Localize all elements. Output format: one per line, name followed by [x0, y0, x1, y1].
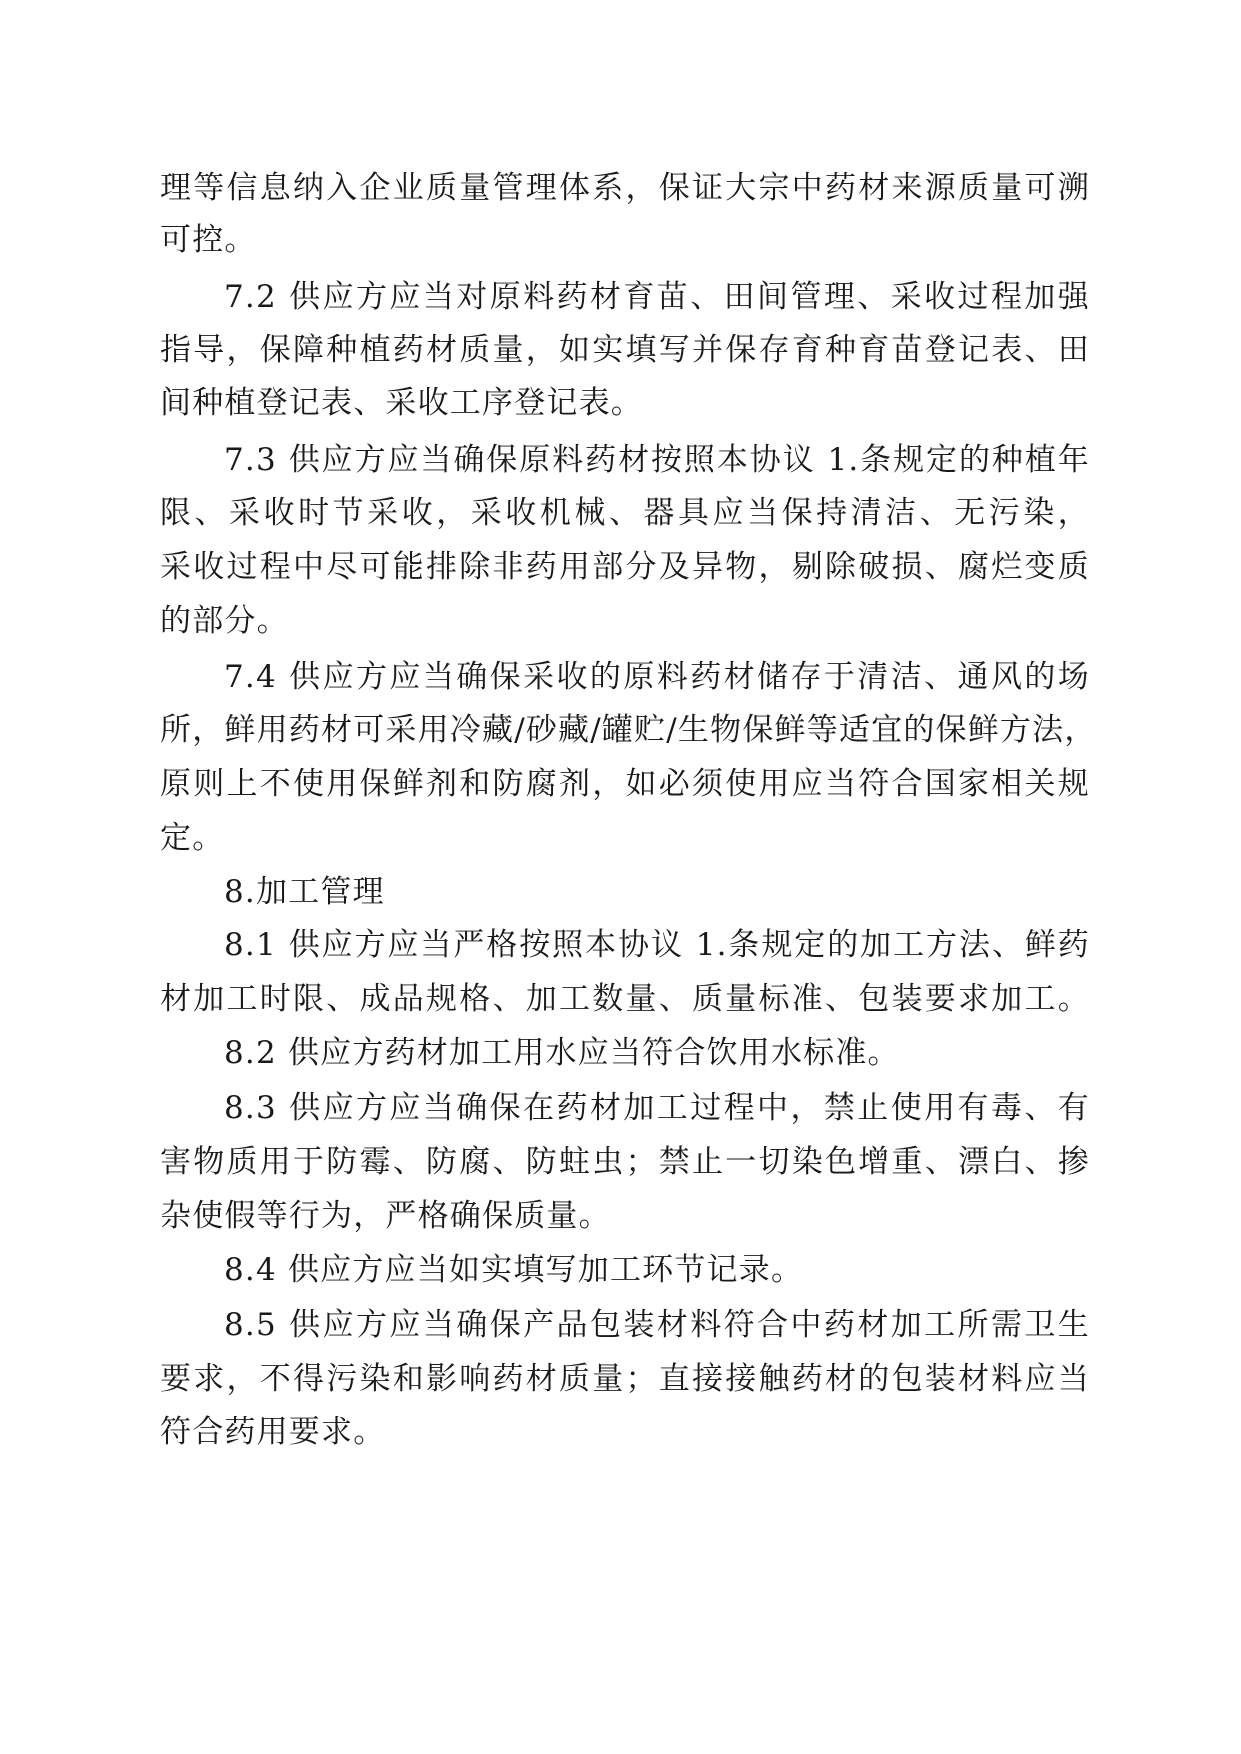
text-line: 指导，保障种植药材质量，如实填写并保存育种育苗登记表、田 [160, 332, 1090, 368]
text-line: 8.2 供应方药材加工用水应当符合饮用水标准。 [224, 1035, 900, 1071]
text-line: 间种植登记表、采收工序登记表。 [160, 385, 643, 421]
text-line: 7.3 供应方应当确保原料药材按照本协议 1.条规定的种植年 [224, 442, 1090, 478]
text-line: 7.4 供应方应当确保采收的原料药材储存于清洁、通风的场 [224, 659, 1090, 695]
text-line: 定。 [160, 820, 225, 856]
text-line: 的部分。 [160, 603, 289, 639]
text-line: 8.4 供应方应当如实填写加工环节记录。 [224, 1252, 804, 1288]
section-heading: 8.加工管理 [224, 874, 385, 910]
text-line: 可控。 [160, 222, 257, 258]
text-line: 8.1 供应方应当严格按照本协议 1.条规定的加工方法、鲜药 [224, 927, 1090, 963]
text-line: 8.5 供应方应当确保产品包装材料符合中药材加工所需卫生 [224, 1307, 1090, 1343]
text-line: 杂使假等行为，严格确保质量。 [160, 1198, 611, 1234]
text-line: 要求，不得污染和影响药材质量；直接接触药材的包装材料应当 [160, 1361, 1090, 1397]
text-line: 所，鲜用药材可采用冷藏/砂藏/罐贮/生物保鲜等适宜的保鲜方法， [160, 712, 1097, 748]
text-line: 原则上不使用保鲜剂和防腐剂，如必须使用应当符合国家相关规 [160, 766, 1090, 802]
text-line: 理等信息纳入企业质量管理体系，保证大宗中药材来源质量可溯 [160, 170, 1090, 206]
text-line: 材加工时限、成品规格、加工数量、质量标准、包装要求加工。 [160, 981, 1090, 1017]
text-line: 7.2 供应方应当对原料药材育苗、田间管理、采收过程加强 [224, 279, 1090, 315]
text-line: 符合药用要求。 [160, 1414, 386, 1450]
text-line: 害物质用于防霉、防腐、防蛀虫；禁止一切染色增重、漂白、掺 [160, 1144, 1090, 1180]
text-line: 8.3 供应方应当确保在药材加工过程中，禁止使用有毒、有 [224, 1090, 1090, 1126]
text-line: 限、采收时节采收，采收机械、器具应当保持清洁、无污染， [160, 495, 1090, 531]
text-line: 采收过程中尽可能排除非药用部分及异物，剔除破损、腐烂变质 [160, 549, 1090, 585]
